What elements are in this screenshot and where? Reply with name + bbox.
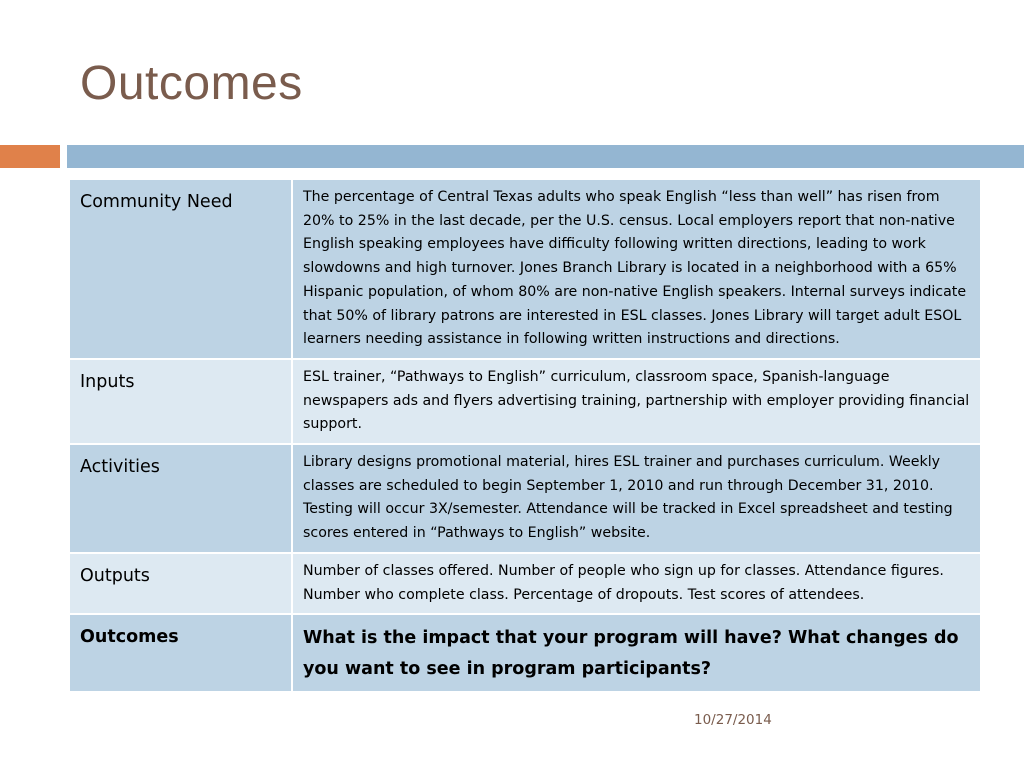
logic-model-table (68, 178, 982, 693)
table-row-outputs (69, 553, 981, 614)
slide-title: Outcomes (80, 57, 303, 110)
accent-bar-blue (67, 145, 1024, 168)
table-row-inputs (69, 359, 981, 444)
row-text: What is the impact that your program will have? What changes do you want to see in program participants? (292, 614, 981, 692)
row-text: Number of classes offered. Number of people who sign up for classes. Attendance figures. Number who complete class. Percentage of dropouts. Test scores of attendees. (292, 553, 981, 614)
row-label: Outputs (69, 553, 292, 614)
slide-date: 10/27/2014 (694, 712, 772, 728)
row-label: Activities (69, 444, 292, 553)
row-text: The percentage of Central Texas adults who speak English “less than well” has risen from 20% to 25% in the last decade, per the U.S. census. Local employers report that non-native English speaking employees have difficulty following written directions, leading to work slowdowns and high turnover. Jones Branch Library is located in a neighborhood with a 65% Hispanic population, of whom 80% are non-native English speakers. Internal surveys indicate that 50% of library patrons are interested in ESL classes. Jones Library will target adult ESOL learners needing assistance in following written instructions and directions. (292, 179, 981, 359)
table-row-outcomes (69, 614, 981, 692)
table-row-activities (69, 444, 981, 553)
row-label: Community Need (69, 179, 292, 359)
row-label: Inputs (69, 359, 292, 444)
row-text: Library designs promotional material, hires ESL trainer and purchases curriculum. Weekly classes are scheduled to begin September 1, 2010 and run through December 31, 2010. Testing will occur 3X/semester. Attendance will be tracked in Excel spreadsheet and testing scores entered in “Pathways to English” website. (292, 444, 981, 553)
accent-bar-orange (0, 145, 60, 168)
row-text: ESL trainer, “Pathways to English” curriculum, classroom space, Spanish-language newspapers ads and flyers advertising training, partnership with employer providing financial support. (292, 359, 981, 444)
table-row-community-need (69, 179, 981, 359)
row-label: Outcomes (69, 614, 292, 692)
